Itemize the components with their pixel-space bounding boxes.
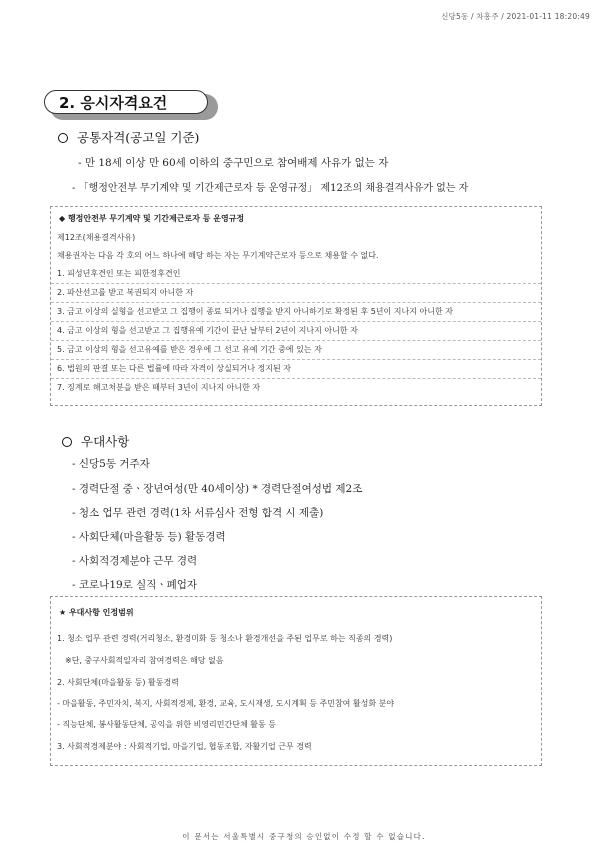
common-item: - 「행정안전부 무기계약 및 기간제근로자 등 운영규정」 제12조의 채용결격사유가 없는 자 (72, 183, 469, 194)
regulation-row: 2. 파산선고를 받고 복권되지 아니한 자 (51, 283, 541, 300)
preference-scope-row: 2. 사회단체(마을활동 등) 활동경력 (57, 678, 179, 687)
circle-bullet-icon (58, 133, 68, 143)
preference-scope-row: ※단, 중구사회적일자리 참여경력은 해당 없음 (65, 656, 224, 665)
common-qualification-heading (58, 128, 199, 146)
regulation-row: 제12조(채용결격사유) (57, 233, 136, 242)
preference-scope-box (50, 596, 542, 766)
preference-heading-text: 우대사항 (81, 434, 130, 449)
circle-bullet-icon (62, 437, 72, 447)
section-title: 2. 응시자격요건 (44, 90, 208, 114)
regulation-box (50, 206, 542, 406)
footer-notice: 이 문서는 서울특별시 중구청의 승인없이 수정 할 수 없습니다. (182, 832, 426, 841)
preference-scope-row: 3. 사회적경제분야 : 사회적기업, 마을기업, 협동조합, 자활기업 근무 경력 (57, 742, 312, 751)
common-item: - 만 18세 이상 만 60세 이하의 중구민으로 참여배제 사유가 없는 자 (78, 157, 389, 169)
regulation-box-title: ◆ 행정안전부 무기계약 및 기간제근로자 등 운영규정 (59, 214, 245, 223)
preference-item: - 신당5동 거주자 (72, 458, 150, 470)
regulation-row: 채용권자는 다음 각 호의 어느 하나에 해당 하는 자는 무기계약근로자 등으로 채용할 수 없다. (57, 251, 379, 260)
preference-scope-row: 1. 청소 업무 관련 경력(거리청소, 환경미화 등 청소나 환경개선을 주된 업무로 하는 직종의 경력) (57, 634, 393, 643)
common-heading-text: 공통자격(공고일 기준) (77, 130, 200, 145)
document-meta: 신당5동 / 차흥주 / 2021-01-11 18:20:49 (441, 12, 590, 21)
section-title-banner (44, 90, 208, 114)
preference-scope-title: ★ 우대사항 인정범위 (59, 608, 134, 617)
regulation-row: 7. 징계로 해고처분을 받은 때부터 3년이 지나지 아니한 자 (51, 378, 541, 395)
preference-scope-row: - 마을활동, 주민자치, 복지, 사회적경제, 환경, 교육, 도시재생, 도시계획 등 주민참여 활성화 분야 (57, 699, 395, 708)
regulation-row: 6. 법원의 판결 또는 다른 법률에 따라 자격이 상실되거나 정지된 자 (51, 359, 541, 376)
regulation-row: 1. 피성년후견인 또는 피한정후견인 (57, 269, 181, 278)
preference-heading (62, 432, 129, 450)
regulation-row: 5. 금고 이상의 형을 선고유예를 받은 경우에 그 선고 유예 기간 중에 있는 자 (51, 340, 541, 357)
preference-item: - 경력단절 중ㆍ장년여성(만 40세이상) * 경력단절여성법 제2조 (72, 483, 363, 495)
preference-item: - 청소 업무 관련 경력(1차 서류심사 전형 합격 시 제출) (72, 507, 324, 519)
preference-item: - 사회적경제분야 근무 경력 (72, 555, 198, 567)
regulation-row: 3. 금고 이상의 실형을 선고받고 그 집행이 종료 되거나 집행을 받지 아니하기로 확정된 후 5년이 지나지 아니한 자 (51, 302, 541, 319)
preference-item: - 코로나19로 실직ㆍ폐업자 (72, 579, 198, 591)
preference-item: - 사회단체(마을활동 등) 활동경력 (72, 531, 226, 543)
regulation-row: 4. 금고 이상의 형을 선고받고 그 집행유예 기간이 끝난 날부터 2년이 지나지 아니한 자 (51, 321, 541, 338)
preference-scope-row: - 직능단체, 봉사활동단체, 공익을 위한 비영리민간단체 활동 등 (57, 720, 276, 729)
